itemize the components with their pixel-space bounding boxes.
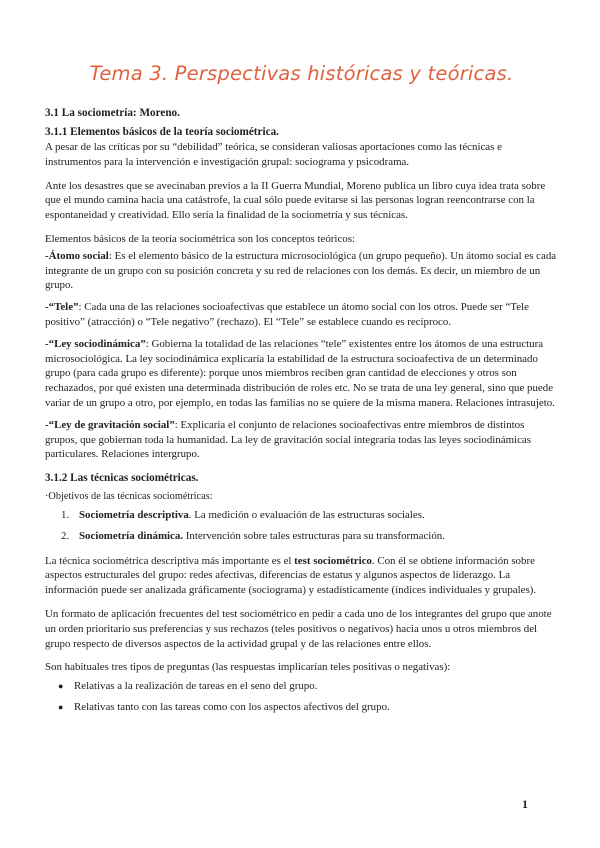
list-item-text: Relativas a la realización de tareas en el seno del grupo. (74, 680, 318, 693)
objetivos-intro: ·Objetivos de las técnicas sociométricas: (45, 491, 213, 503)
objetivo-item (61, 529, 558, 544)
text-fragment: La técnica sociométrica descriptiva más importante es el (45, 554, 295, 567)
objetivo-text: . La medición o evaluación de las estructuras sociales. (188, 508, 425, 521)
section-heading-3-1: 3.1 La sociometría: Moreno. (45, 107, 180, 119)
list-item (58, 700, 558, 715)
objetivo-term: Sociometría descriptiva (79, 508, 189, 521)
definition-atomo-social (45, 249, 558, 293)
definition-tele (45, 300, 558, 330)
preguntas-list (45, 679, 558, 715)
paragraph-criticas: A pesar de las críticas por su “debilidad” teórica, se consideran valiosas aportaciones como las técnicas e instrumentos para la intervención e investigación grupal: sociograma y psicodrama. (45, 141, 502, 168)
objetivo-item (61, 508, 558, 523)
objetivo-number: 2. (61, 529, 70, 542)
section-heading-3-1-1: 3.1.1 Elementos básicos de la teoría sociométrica. (45, 126, 279, 138)
definition-ley-sociodinamica (45, 337, 558, 411)
paragraph-formato: Un formato de aplicación frecuentes del test sociométrico en pedir a cada uno de los integrantes del grupo que anote un orden prioritario sus preferencias y sus rechazos (teles positivos o negativos) hacia unos u otros miembros del grupo respecto de diversos aspectos de la actividad grupal y de las relaciones entre ellos. (45, 607, 552, 650)
list-item (58, 679, 558, 694)
section-heading-3-1-2: 3.1.2 Las técnicas sociométricas. (45, 472, 199, 485)
page-number: 1 (522, 797, 528, 811)
document-page (45, 62, 558, 721)
text-ley-sociodinamica: : Gobierna la totalidad de las relaciones “tele” existentes entre los átomos de una estructura microsociológica. La ley sociodinámica explicaría la estabilidad de la estructura socioafectiva de un determinado grupo (para cada grupo es diferente): porque unos miembros reciben gran cantidad de elecciones y otros son rechazados, por qué existen una determinada distribución de roles etc. No se trata de una ley general, sino que puede variar de un grupo a otro, por ejemplo, en todas las familias no se quiere de la misma manera. Relaciones intrasujeto. (45, 337, 555, 409)
definition-ley-gravitacion (45, 418, 558, 462)
objetivo-number: 1. (61, 508, 70, 521)
paragraph-preguntas: Son habituales tres tipos de preguntas (las respuestas implicarían teles positivas o negativas): (45, 661, 451, 674)
bullet-icon: ● (58, 681, 64, 692)
paragraph-elementos-intro: Elementos básicos de la teoría sociométrica son los conceptos teóricos: (45, 232, 355, 245)
paragraph-test-sociometrico (45, 554, 558, 598)
term-ley-gravitacion: -“Ley de gravitación social” (45, 418, 175, 431)
text-atomo-social: : Es el elemento básico de la estructura microsociológica (un grupo pequeño). Un átomo social es cada integrante de un grupo con su posición concreta y su red de relaciones con los demás. Es decir, un miembro de un grupo. (45, 249, 557, 292)
objetivo-text: Intervención sobre tales estructuras para su transformación. (183, 529, 445, 542)
text-tele: : Cada una de las relaciones socioafectivas que establece un átomo social con los otros. Puede ser “Tele positivo” (atracción) o “Tele negativo” (rechazo). El “Tele” se establece cuando es recíproco. (45, 301, 529, 328)
term-ley-sociodinamica: -“Ley sociodinámica” (45, 337, 146, 350)
term-test-sociometrico: test sociométrico (294, 554, 372, 567)
list-item-text: Relativas tanto con las tareas como con los aspectos afectivos del grupo. (74, 700, 390, 713)
text-fragment: . Con él se obtiene información sobre aspectos estructurales del grupo: redes afectivas, diferencias de estatus y algunos aspectos de liderazgo. La información puede ser analizada gráficamente (sociograma) y estadísticamente (índices individuales y grupales). (45, 554, 537, 597)
text-ley-gravitacion: : Explicaría el conjunto de relaciones socioafectivas entre miembros de distintos grupos, que gobiernan toda la humanidad. La ley de gravitación social integraría todas las leyes sociodinámicas particulares. Relaciones intergrupo. (45, 418, 531, 461)
page-title: Tema 3. Perspectivas históricas y teóricas. (89, 62, 514, 85)
term-tele: -“Tele” (45, 301, 79, 314)
term-atomo-social: -Átomo social (45, 249, 109, 262)
objetivo-term: Sociometría dinámica. (79, 529, 184, 542)
paragraph-guerra: Ante los desastres que se avecinaban previos a la II Guerra Mundial, Moreno publica un libro cuya idea trata sobre que el mundo camina hacia una catástrofe, la cual sólo puede evitarse si las personas logran reencontrarse con la espontaneidad y creatividad. Ello sería la finalidad de la sociometría y sus técnicas. (45, 179, 546, 222)
bullet-icon: ● (58, 701, 64, 712)
objetivos-list (45, 508, 558, 544)
